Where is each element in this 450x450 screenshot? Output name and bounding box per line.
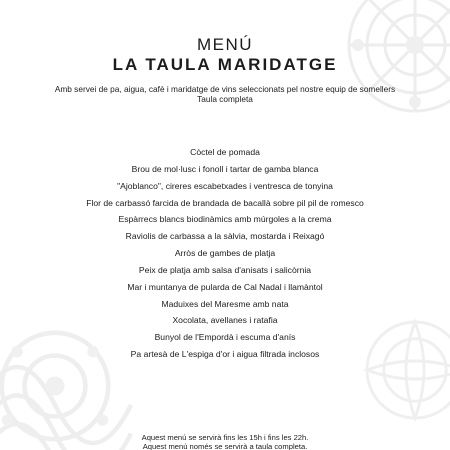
dish-list <box>0 144 450 363</box>
dish-item: Bunyol de l'Empordà i escuma d'anís <box>154 332 296 343</box>
footer-note: Aquest menú només se servirà a taula completa. <box>142 442 308 450</box>
menu-footer <box>0 433 450 450</box>
dish-item: "Ajoblanco", cireres escabetxades i ventresca de tonyina <box>117 180 333 191</box>
dish-item: Raviolis de carbassa a la sàlvia, mostarda i Reixagó <box>125 231 325 242</box>
dish-item: Flor de carbassó farcida de brandada de bacallà sobre pil pil de romesco <box>86 197 364 208</box>
dish-item: Maduixes del Maresme amb nata <box>161 298 289 309</box>
menu-header <box>0 36 450 76</box>
dish-item: Espàrrecs blancs biodinàmics amb múrgoles a la crema <box>118 214 332 225</box>
page-title: MENÚ <box>196 35 254 54</box>
dish-item: Xocolata, avellanes i ratafia <box>172 315 278 326</box>
intro-line: Taula completa <box>197 94 253 104</box>
dish-item: Arròs de gambes de platja <box>174 248 276 259</box>
dish-item: Peix de platja amb salsa d'anisats i salicòrnia <box>138 264 312 275</box>
menu-intro <box>0 84 450 104</box>
footer-note: Aquest menú se servirà fins les 15h i fins les 22h. <box>141 433 309 442</box>
dish-item: Còctel de pomada <box>190 147 260 157</box>
dish-item: Mar i muntanya de pularda de Cal Nadal i llamàntol <box>127 281 323 292</box>
menu-name: LA TAULA MARIDATGE <box>112 55 338 74</box>
intro-line: Amb servei de pa, aigua, cafè i maridatge de vins seleccionats pel nostre equip de somellers <box>54 84 396 94</box>
dish-item: Brou de mol·lusc i fonoll i tartar de gamba blanca <box>131 163 319 174</box>
dish-item: Pa artesà de L'espiga d'or i aigua filtrada inclosos <box>130 349 320 360</box>
